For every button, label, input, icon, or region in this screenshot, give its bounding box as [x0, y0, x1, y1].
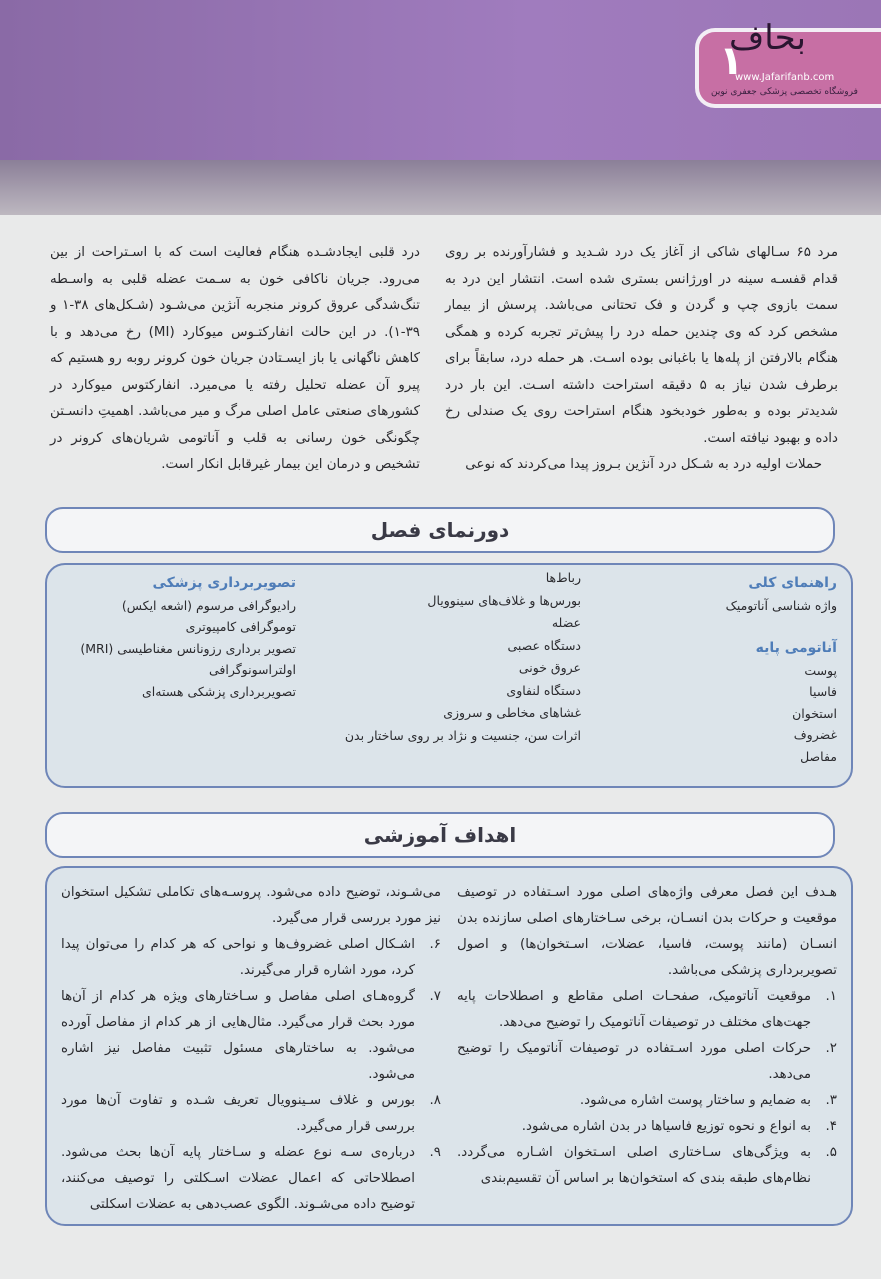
objective-item — [457, 1088, 837, 1114]
overview-item: تصویر برداری رزونانس مغناطیسی (MRI) — [80, 640, 296, 656]
item-number: ۵. — [825, 1145, 837, 1160]
item-number: ۹. — [429, 1145, 441, 1160]
overview-item: غضروف — [793, 727, 837, 742]
item-number: ۸. — [429, 1093, 441, 1108]
case-paragraph: درد قلبی ایجادشـده هنگام فعالیت است که با اسـتراحت از بین می‌رود. جریان ناکافی خون به سـمت عضله قلبی به واسـطه تنگ‌شدگی عروق کرونر منجربه آنژین می‌شـود (شـکل‌های ۳۸-۱ و ۳۹-۱). در این حالت انفارکتـوس میوکارد (MI) رخ می‌دهد و با کاهش ناگهانی یا باز ایسـتادن جریان خون کرونر روبه رو هستیم که پیرو آن عضله تحلیل رفته یا می‌میرد. انفارکتوس میوکارد در کشورهای صنعتی عامل اصلی مرگ و میر می‌باشد. اهمیتِ دانسـتن چگونگی خون رسانی به قلب و آناتومی شریان‌های کرونر در تشخیص و درمان این بیمار غیرقابل انکار است. — [50, 245, 420, 472]
case-paragraph: مرد ۶۵ سـالهای شاکی از آغاز یک درد شـدید و فشارآورنده بر روی قدام قفسـه سینه در اورژانس بستری شده است. انتشار این درد به سمت بازوی چپ و گردن و فک تحتانی می‌باشد. پرسش از بیمار مشخص کرد که وی چندین حمله درد را پیش‌تر تجربه کرده و همگی هنگام بالارفتن از پله‌ها یا باغبانی بوده اسـت. هر حمله درد، سابقاً برای برطرف شدن نیاز به ۵ دقیقه استراحت داشته اسـت. این بار درد شدیدتر بوده و به‌طور خودبخود هنگام استراحت روی یک صندلی رخ داده و بهبود نیافته است. — [445, 245, 839, 446]
overview-item: تصویربرداری پزشکی هسته‌ای — [142, 683, 296, 699]
overview-item: رادیوگرافی مرسوم (اشعه ایکس) — [121, 597, 296, 613]
objective-item — [61, 1140, 441, 1218]
header-shadow — [0, 160, 881, 215]
objectives-title-box — [45, 812, 835, 858]
objectives-intro: هـدف این فصل معرفی واژه‌های اصلی مورد اسـتفاده در توصیف موقعیت و حرکات بدن انسـان، برخی سـاختارهای اصلی سازنده بدن انسـان (مانند پوست، فاسیا، عضلات، اسـتخوان‌ها) و اصول تصویربرداری پزشکی می‌باشد. — [457, 885, 837, 978]
case-paragraph: حملات اولیه درد به شـکل درد آنژین بـروز پیدا می‌کردند که نوعی — [465, 457, 822, 472]
item-number: ۷. — [429, 989, 441, 1004]
overview-item: استخوان — [792, 705, 837, 721]
overview-item: اولتراسونوگرافی — [208, 662, 296, 677]
overview-item: فاسیا — [809, 684, 837, 699]
chapter-badge — [695, 18, 881, 108]
objective-item — [457, 1036, 837, 1088]
objective-continuation: می‌شـوند، توضیح داده می‌شود. پروسـه‌های تکاملی تشکیل استخوان نیز مورد بررسی قرار می‌گیرد. — [61, 885, 441, 926]
item-text: به ویژگی‌های سـاختاری اصلی اسـتخوان اشـاره می‌گردد. نظام‌های طبقه بندی که استخوان‌ها بر اساس آن تقسیم‌بندی — [457, 1145, 811, 1186]
overview-item: بورس‌ها و غلاف‌های سینوویال — [427, 592, 581, 608]
objectives-box — [45, 866, 853, 1226]
shop-name: فروشگاه تخصصی پزشکی جعفری نوین — [711, 87, 858, 97]
objective-item — [61, 984, 441, 1088]
overview-col-imaging — [80, 573, 296, 702]
objective-item — [457, 984, 837, 1036]
item-text: بورس و غلاف سـینوویال تعریف شـده و تفاوت آن‌ها مورد بررسی قرار می‌گیرد. — [61, 1093, 415, 1134]
objective-item — [457, 1114, 837, 1140]
overview-item: واژه شناسی آناتومیک — [725, 597, 837, 613]
objective-item — [61, 1088, 441, 1140]
case-text-right — [445, 240, 838, 479]
item-text: گروه‌هـای اصلی مفاصل و سـاختارهای ویژه هر کدام از آن‌ها مورد بحث قرار می‌گیرد. مثال‌هایی از هر کدام از مفاصل آورده می‌شود. به ساختارهای مسئول تثبیت مفاصل نیز اشاره می‌شود. — [61, 989, 415, 1082]
item-number: ۱. — [825, 989, 837, 1004]
item-text: درباره‌ی سـه نوع عضله و سـاختار پایه آن‌ها بحث می‌شود. اصطلاحاتی که اعمال عضلات اسـکلتی را توصیف می‌کنند، توضیح داده می‌شـوند. الگوی عصب‌دهی به عضلات اسکلتی — [61, 1145, 415, 1212]
item-text: حرکات اصلی مورد اسـتفاده در توصیفات آناتومیک را توضیح می‌دهد. — [457, 1041, 811, 1082]
watermark-url: www.Jafarifanb.com — [735, 72, 835, 83]
case-text-left — [50, 240, 420, 479]
overview-item: توموگرافی کامپیوتری — [185, 619, 296, 634]
overview-col-middle — [345, 567, 581, 747]
objectives-title: اهداف آموزشی — [363, 823, 517, 847]
objective-item — [61, 932, 441, 984]
objectives-col-left — [61, 880, 441, 1218]
publisher-logo: بحاف — [729, 18, 807, 58]
item-text: موقعیت آناتومیک، صفحـات اصلی مقاطع و اصطلاحات پایه جهت‌های مختلف در توصیفات آناتومیک را توضیح می‌دهد. — [457, 989, 811, 1030]
overview-item: عضله — [551, 615, 581, 630]
overview-col-basic — [726, 573, 837, 767]
basic-heading: آناتومی پایه — [755, 640, 837, 656]
overview-item: عروق خونی — [518, 660, 581, 675]
item-text: به انواع و نحوه توزیع فاسیاها در بدن اشاره می‌شود. — [521, 1119, 811, 1134]
item-number: ۴. — [825, 1119, 837, 1134]
objective-item — [457, 1140, 837, 1192]
overview-title: دورنمای فصل — [370, 518, 510, 542]
overview-item: غشاهای مخاطی و سروزی — [443, 705, 581, 720]
item-number: ۶. — [429, 937, 441, 952]
overview-item: مفاصل — [800, 748, 837, 764]
overview-item: رباط‌ها — [545, 570, 581, 585]
overview-item: دستگاه عصبی — [507, 637, 581, 653]
item-number: ۲. — [825, 1041, 837, 1056]
general-heading: راهنمای کلی — [748, 575, 837, 591]
overview-item: پوست — [804, 662, 837, 678]
chapter-number: ۱ — [719, 38, 744, 84]
overview-item: دستگاه لنفاوی — [506, 682, 581, 698]
item-text: اشـکال اصلی غضروف‌ها و نواحی که هر کدام را می‌توان پیدا کرد، مورد اشاره قرار می‌گیرند. — [61, 937, 415, 978]
overview-title-box — [45, 507, 835, 553]
imaging-heading: تصویربرداری پزشکی — [152, 575, 296, 591]
item-text: به ضمایم و ساختار پوست اشاره می‌شود. — [579, 1093, 811, 1108]
item-number: ۳. — [825, 1093, 837, 1108]
overview-item: اثرات سن، جنسیت و نژاد بر روی ساختار بدن — [344, 727, 581, 743]
objectives-col-right — [457, 880, 837, 1192]
overview-box — [45, 563, 853, 788]
